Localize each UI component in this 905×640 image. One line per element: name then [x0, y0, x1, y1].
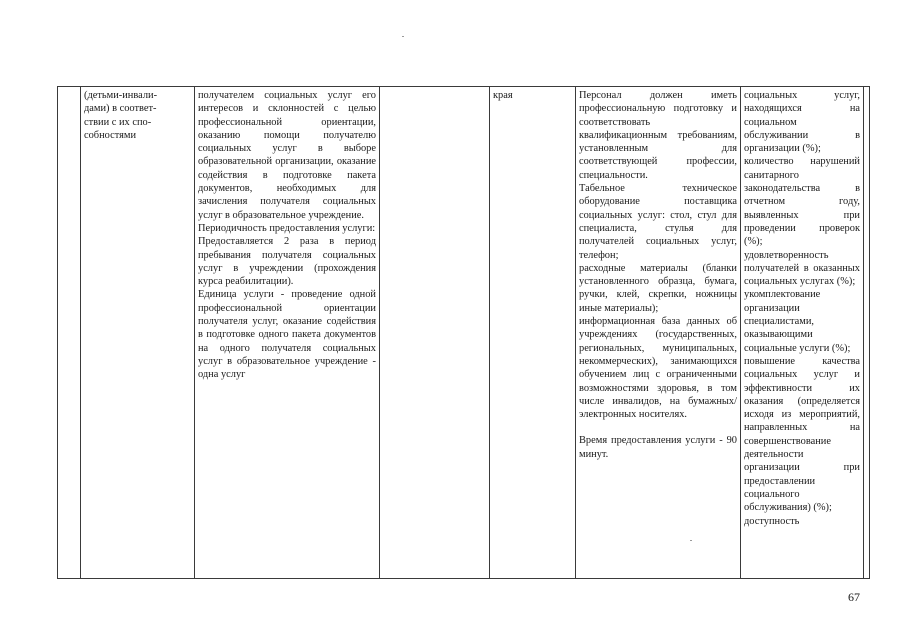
indicators-paragraph: количество нарушений санитарного законодательства в отчетном году, выявленных при проведении проверок (%); — [744, 156, 860, 248]
page-number: 67 — [848, 590, 860, 604]
indicators-paragraph: повышение качества социальных услуг и эффективности их оказания (определяется исходя из мероприятий, направленных на совершенствование деятельности организации при предоставлении социального обслуживания) (%); — [744, 355, 860, 514]
scan-speck — [402, 36, 404, 37]
cell-category — [81, 87, 195, 579]
cell-description — [195, 87, 380, 579]
description-paragraph: Единица услуги - проведение одной профессиональной ориентации получателя услуг, оказание содействия в подготовке одного пакета документов на одного получателя социальных услуг в образовательное учреждение - одна услуг — [198, 289, 376, 381]
cell-conditions — [576, 87, 741, 579]
indicators-paragraph: доступность — [744, 515, 800, 527]
conditions-paragraph: информационная база данных об учреждениях (государственных, региональных, муниципальных, некоммерческих), занимающихся обучением лиц с ограниченными возможностями здоровья, в том числе инвалидов, на бумажных/электронных носителях. — [579, 316, 737, 421]
category-text: (детьми-инвали- дами) в соответ- ствии с их спо- собностями — [84, 90, 158, 141]
indicators-paragraph: удовлетворенность получателей в оказанных социальных услугах (%); — [744, 249, 860, 288]
cell-indicators — [741, 87, 864, 579]
cell-region — [490, 87, 576, 579]
conditions-paragraph: Табельное техническое оборудование поставщика социальных услуг: стол, стул для специалиста, стулья для получателей социальных услуг, телефон; — [579, 183, 737, 261]
conditions-paragraph: Время предоставления услуги - 90 минут. — [579, 435, 737, 460]
table-row — [58, 87, 870, 579]
conditions-paragraph: расходные материалы (бланки установленного образца, бумага, ручки, клей, скрепки, ножницы иные материалы); — [579, 262, 737, 314]
indicators-paragraph: укомплектование организации специалистами, оказывающими социальные услуги (%); — [744, 289, 851, 354]
description-paragraph: Предоставляется 2 раза в период пребывания получателя социальных услуг в учреждении (прохождения курса реабилитации). — [198, 236, 376, 288]
services-table — [57, 86, 870, 579]
cell-narrow-end — [864, 87, 870, 579]
description-paragraph: Периодичность предоставления услуги: — [198, 222, 376, 234]
conditions-paragraph: Персонал должен иметь профессиональную подготовку и соответствовать квалификационным требованиям, установленным для соответствующей профессии, специальности. — [579, 90, 737, 181]
cell-index — [58, 87, 81, 579]
cell-empty — [380, 87, 490, 579]
conditions-spacer — [579, 421, 737, 434]
indicators-paragraph: социальных услуг, находящихся на социальном обслуживании в организации (%); — [744, 90, 860, 155]
region-text: края — [493, 90, 513, 101]
description-paragraph: получателем социальных услуг его интересов и склонностей с целью профессиональной ориентации, оказанию помощи получателю социальных услуг в выборе образовательной организации, оказание содействия в подготовке пакета документов, необходимых для зачисления получателя социальных услуг в образовательное учреждение. — [198, 90, 376, 221]
